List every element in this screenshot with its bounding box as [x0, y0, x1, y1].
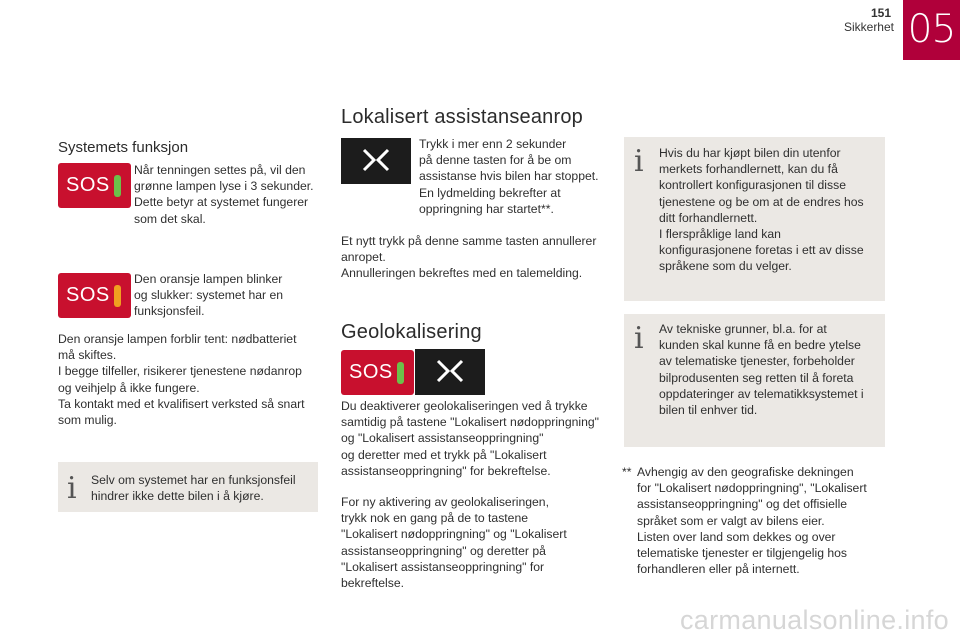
chapter-tab: 05 — [903, 0, 960, 60]
geolocation-reactivate-paragraph: For ny aktivering av geolokaliseringen, trykk nok en gang på de to tastene "Lokalisert nødoppringning" og "Lokalisert assistanseoppringning" og deretter på "Lokalisert assistanseoppringning" for bekreftelse. — [341, 495, 567, 591]
ds-logo-icon — [356, 146, 396, 176]
assistance-button — [341, 138, 411, 184]
green-lamp-icon — [397, 362, 404, 384]
sos-button-green — [58, 163, 131, 208]
info-box-telematics-updates — [624, 314, 885, 447]
sos-button-geolocation — [341, 350, 414, 395]
orange-lamp-icon — [114, 285, 121, 307]
green-lamp-description: Når tenningen settes på, vil den grønne lampen lyse i 3 sekunder. Dette betyr at systemet fungerer som det skal. — [134, 163, 314, 226]
page-number: 151 — [870, 6, 891, 20]
footnote-text: Avhengig av den geografiske dekningen for "Lokalisert nødoppringning", "Lokalisert assistanseoppringning" og det offisielle språket som er valgt av bilens eier. Listen over land som dekkes og over telematiske tjenester er tilgjengelig hos forhandleren eller på internett. — [637, 465, 867, 577]
sos-label: SOS — [349, 361, 393, 383]
section-title-system-function: Systemets funksjon — [58, 139, 189, 156]
info-box-malfunction — [58, 462, 318, 512]
info-icon: i — [634, 144, 644, 179]
info-box-dealer-config — [624, 137, 885, 301]
ds-logo-icon — [430, 357, 470, 387]
green-lamp-icon — [114, 175, 121, 197]
section-name: Sikkerhet — [843, 20, 894, 34]
sos-button-orange — [58, 273, 131, 318]
battery-warning-paragraph: Den oransje lampen forblir tent: nødbatteriet må skiftes. I begge tilfeller, risikerer tjenestene nødanrop og veihjelp å ikke fungere. Ta kontakt med et kvalifisert verksted så snart som mulig. — [58, 332, 305, 428]
footnote-marker: ** — [622, 465, 632, 479]
sos-label: SOS — [66, 284, 110, 306]
info-icon: i — [67, 471, 77, 506]
section-title-geolocation: Geolokalisering — [341, 321, 482, 343]
cancel-call-paragraph: Et nytt trykk på denne samme tasten annullerer anropet. Annulleringen bekreftes med en talemelding. — [341, 234, 597, 281]
info-icon: i — [634, 321, 644, 356]
sos-label: SOS — [66, 174, 110, 196]
info-box-text: Av tekniske grunner, bl.a. for at kunden skal kunne få en bedre ytelse av telematiske tjenester, forbeholder bilprodusenten seg retten til å foreta oppdateringer av telematikksystemet i bilen til enhver tid. — [659, 322, 864, 418]
geolocation-deactivate-paragraph: Du deaktiverer geolokaliseringen ved å trykke samtidig på tastene "Lokalisert nødoppringning" og "Lokalisert assistanseoppringning" og deretter med et trykk på "Lokalisert assistanseoppringning" for bekreftelse. — [341, 399, 599, 478]
section-title-localized-assistance: Lokalisert assistanseanrop — [341, 106, 583, 128]
info-box-text: Selv om systemet har en funksjonsfeil hindrer ikke dette bilen i å kjøre. — [91, 473, 296, 504]
assistance-press-description: Trykk i mer enn 2 sekunder på denne tasten for å be om assistanse hvis bilen har stoppet. En lydmelding bekrefter at oppringning har startet**. — [419, 137, 599, 216]
assistance-button-geolocation — [415, 349, 485, 395]
watermark: carmanualsonline.info — [680, 605, 949, 635]
info-box-text: Hvis du har kjøpt bilen din utenfor merkets forhandlernett, kan du få kontrollert konfigurasjonen til disse tjenestene og be om at de endres hos ditt forhandlernett. I flerspråklige land kan konfigurasjonene foretas i ett av disse språkene som du velger. — [659, 146, 864, 274]
orange-lamp-description: Den oransje lampen blinker og slukker: systemet har en funksjonsfeil. — [134, 272, 284, 319]
